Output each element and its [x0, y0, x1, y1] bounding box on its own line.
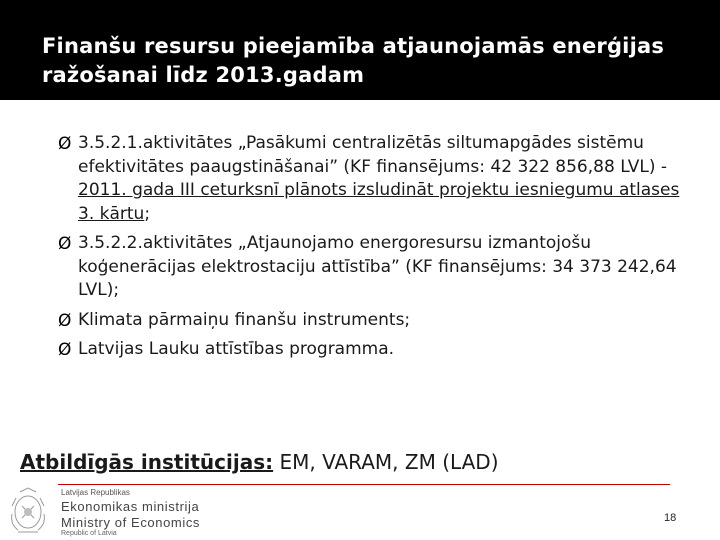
bullet-item-2 [58, 232, 698, 303]
bullet-4-text: Latvijas Lauku attīstības programma. [78, 339, 395, 359]
arrow-bullet-icon: Ø [58, 310, 72, 331]
bullet-item-3 [58, 309, 698, 333]
bullet-3-text: Klimata pārmaiņu finanšu instruments; [78, 309, 411, 330]
bullet-1-text-end: ; [144, 203, 151, 224]
bullet-list [58, 132, 698, 368]
arrow-bullet-icon: Ø [58, 134, 72, 154]
logo-republic-footer: Republic of Latvia [61, 530, 117, 537]
institutions-label: Atbildīgās institūcijas: [20, 450, 274, 474]
coat-of-arms-icon [6, 484, 50, 536]
bullet-2-text: 3.5.2.2.aktivitātes „Atjaunojamo energoresursu izmantojošu koģenerācijas elektrostaciju attīstība” (KF finansējums: 34 373 242,64 LVL); [78, 233, 677, 300]
bullet-item-4 [58, 338, 698, 362]
bullet-1-underlined-text: 2011. gada III ceturksnī plānots izsludināt projektu iesniegumu atlases 3. kārtu [78, 180, 680, 224]
footer-divider [58, 484, 670, 485]
logo-republic-header: Latvijas Republikas [61, 488, 130, 497]
bullet-1-text: 3.5.2.1.aktivitātes „Pasākumi centralizētās siltumapgādes sistēmu efektivitātes paaugstināšanai” (KF finansējums: 42 322 856,88 LVL) - [78, 133, 668, 177]
arrow-bullet-icon: Ø [58, 340, 72, 360]
title-bar [0, 0, 720, 100]
page-number: 18 [664, 512, 677, 524]
institutions-value: EM, VARAM, ZM (LAD) [273, 450, 499, 474]
bullet-item-1 [58, 132, 698, 226]
responsible-institutions [20, 448, 700, 476]
arrow-bullet-icon: Ø [58, 234, 72, 254]
ministry-name-lv: Ekonomikas ministrija [61, 499, 200, 514]
ministry-name-en: Ministry of Economics [61, 515, 201, 530]
slide-title: Finanšu resursu pieejamība atjaunojamās enerģijas ražošanai līdz 2013.gadam [42, 34, 665, 87]
